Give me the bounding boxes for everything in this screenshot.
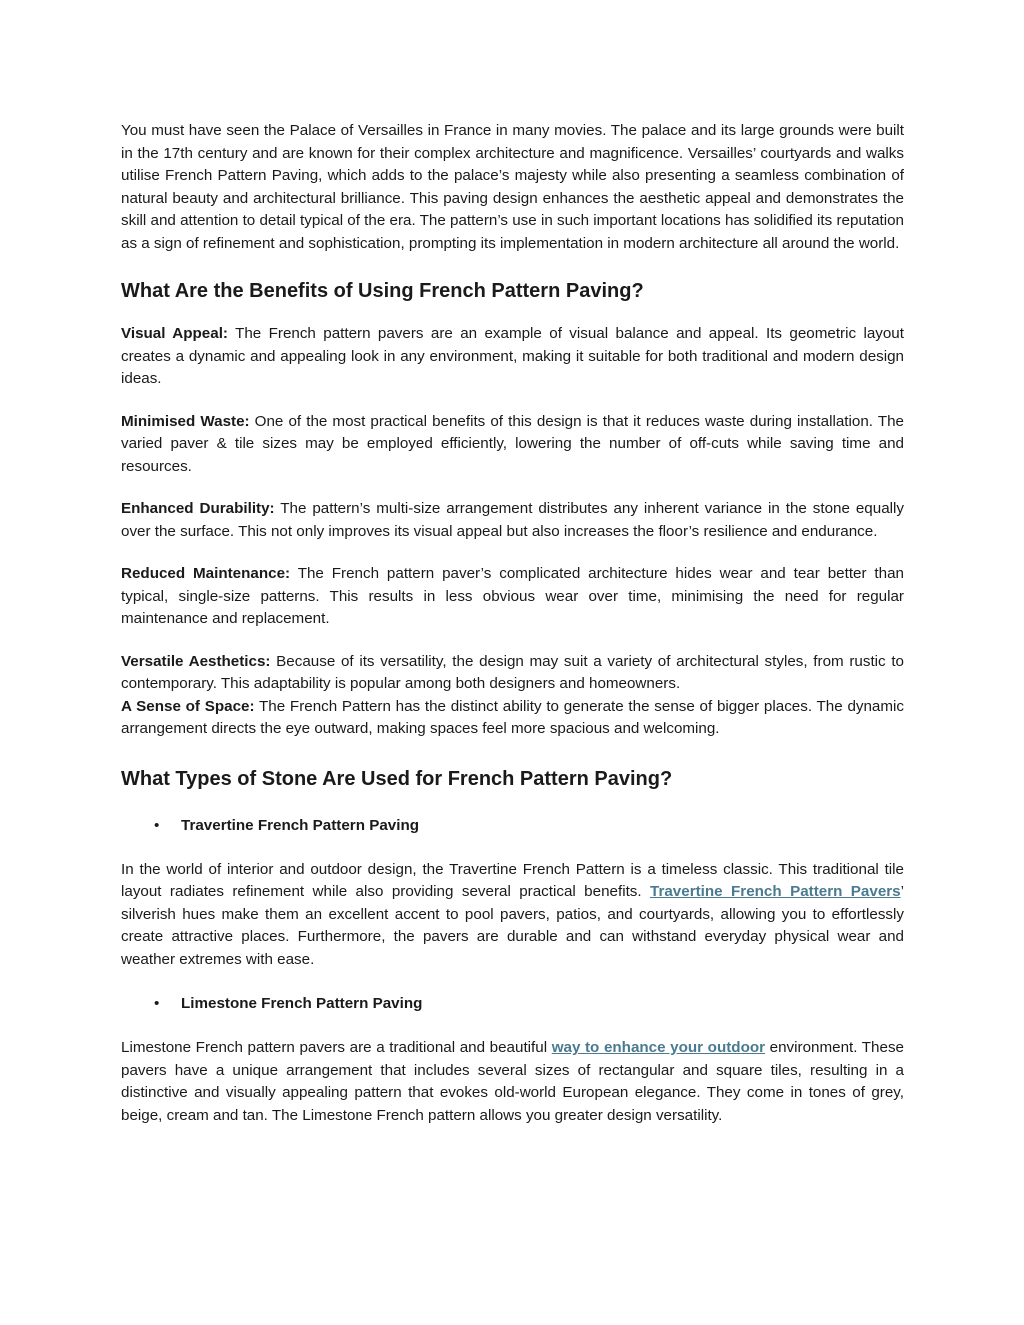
benefit-term: Enhanced Durability: bbox=[121, 500, 275, 517]
list-item-travertine bbox=[121, 815, 904, 837]
benefit-enhanced-durability bbox=[121, 498, 904, 543]
benefit-text: The French pattern pavers are an example of visual balance and appeal. Its geometric layout creates a dynamic and appealing look in any environment, making it suitable for both traditional and modern design ideas. bbox=[121, 325, 904, 387]
benefit-term: Visual Appeal: bbox=[121, 325, 228, 342]
benefit-term: Minimised Waste: bbox=[121, 412, 250, 430]
benefit-text: The French pattern paver’s complicated architecture hides wear and tear better than typical, single-size patterns. This results in less obvious wear over time, minimising the need for regular maintenance and replacement. bbox=[121, 565, 904, 627]
benefit-visual-appeal bbox=[121, 323, 904, 391]
benefit-reduced-maintenance bbox=[121, 563, 904, 631]
paragraph-text: Limestone French pattern pavers are a traditional and beautiful bbox=[121, 1039, 552, 1056]
list-item-label: Limestone French Pattern Paving bbox=[181, 995, 423, 1012]
paragraph-text: environment. These pavers have a unique arrangement that includes several sizes of rectangular and square tiles, resulting in a distinctive and visually appealing pattern that evokes old-world European elegance. They come in tones of grey, beige, cream and tan. The Limestone French pattern allows you greater design versatility. bbox=[121, 1039, 904, 1124]
list-item-limestone bbox=[121, 993, 904, 1015]
paragraph-text: ’ silverish hues make them an excellent accent to pool pavers, patios, and courtyards, allowing you to effortlessly create attractive places. Furthermore, the pavers are durable and can withstand everyday physical wear and weather extremes with ease. bbox=[121, 883, 904, 968]
benefit-minimised-waste bbox=[121, 411, 904, 479]
bullet-icon: • bbox=[154, 995, 160, 1012]
benefit-term: Reduced Maintenance: bbox=[121, 565, 291, 582]
list-item-label: Travertine French Pattern Paving bbox=[181, 816, 420, 834]
benefit-term: Versatile Aesthetics: bbox=[121, 652, 271, 670]
benefit-versatile-aesthetics bbox=[121, 651, 904, 696]
enhance-outdoor-link[interactable]: way to enhance your outdoor bbox=[551, 1039, 766, 1056]
stone-types-heading: What Types of Stone Are Used for French Pattern Paving? bbox=[121, 767, 673, 790]
benefit-text: Because of its versatility, the design may suit a variety of architectural styles, from rustic to contemporary. This adaptability is popular among both designers and homeowners. bbox=[121, 652, 904, 692]
benefits-heading: What Are the Benefits of Using French Pattern Paving? bbox=[121, 280, 644, 302]
benefit-text: The French Pattern has the distinct ability to generate the sense of bigger places. The dynamic arrangement directs the eye outward, making spaces feel more spacious and welcoming. bbox=[121, 697, 904, 737]
benefit-text: One of the most practical benefits of this design is that it reduces waste during installation. The varied paver & tile sizes may be employed efficiently, lowering the number of off-cuts while saving time and resources. bbox=[121, 412, 904, 475]
travertine-paragraph bbox=[121, 859, 904, 972]
benefit-term: A Sense of Space: bbox=[121, 697, 255, 715]
benefit-text: The pattern’s multi-size arrangement distributes any inherent variance in the stone equally over the surface. This not only improves its visual appeal but also increases the floor’s resilience and endurance. bbox=[121, 500, 904, 540]
intro-paragraph: You must have seen the Palace of Versailles in France in many movies. The palace and its large grounds were built in the 17th century and are known for their complex architecture and magnificence. Versailles’ courtyards and walks utilise French Pattern Paving, which adds to the palace’s majesty while also presenting a seamless combination of natural beauty and architectural brilliance. This paving design enhances the aesthetic appeal and demonstrates the skill and attention to detail typical of the era. The pattern’s use in such important locations has solidified its reputation as a sign of refinement and sophistication, prompting its implementation in modern architecture all around the world. bbox=[121, 122, 904, 252]
travertine-pavers-link[interactable]: Travertine French Pattern Pavers bbox=[650, 883, 901, 900]
document-page bbox=[121, 120, 904, 1149]
paragraph-text: In the world of interior and outdoor design, the Travertine French Pattern is a timeless classic. This traditional tile layout radiates refinement while also providing several practical benefits. bbox=[121, 860, 904, 900]
benefit-sense-of-space bbox=[121, 696, 904, 741]
bullet-icon: • bbox=[154, 816, 160, 834]
limestone-paragraph bbox=[121, 1037, 904, 1127]
